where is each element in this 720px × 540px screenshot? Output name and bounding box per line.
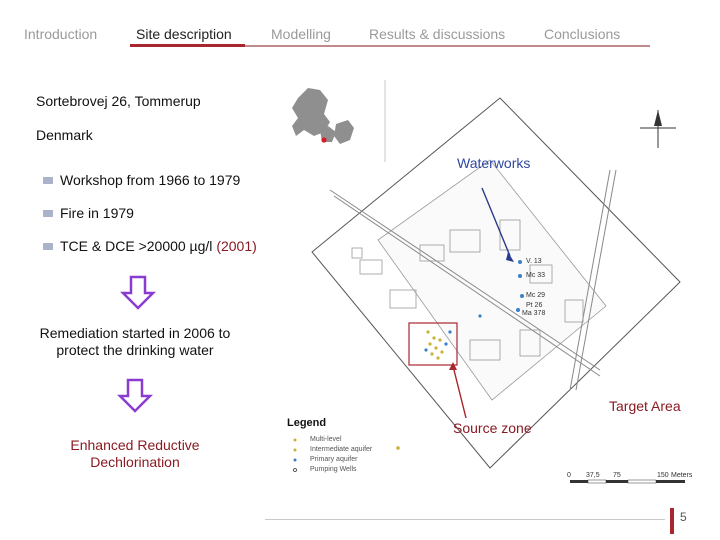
- bullet-fire: Fire in 1979: [60, 205, 134, 221]
- remediation-line-1: Remediation started in 2006 to: [39, 325, 231, 341]
- tab-introduction[interactable]: Introduction: [24, 26, 98, 42]
- down-arrow-icon: [120, 275, 156, 311]
- site-address: Sortebrovej 26, Tommerup: [36, 93, 201, 109]
- footer-divider: [265, 519, 665, 520]
- north-arrow-icon: [640, 110, 676, 148]
- bullet-contamination: [60, 238, 257, 254]
- bullet-marker: [43, 243, 53, 250]
- bullet-marker: [43, 210, 53, 217]
- bullet-workshop: Workshop from 1966 to 1979: [60, 172, 241, 188]
- page-number: 5: [680, 510, 687, 524]
- tab-conclusions[interactable]: Conclusions: [544, 26, 621, 42]
- scale-tick: 75: [613, 472, 621, 479]
- well-label: Pt 26: [526, 302, 543, 309]
- scale-tick: 37,5: [586, 472, 600, 479]
- waterworks-label: Waterworks: [457, 155, 531, 171]
- contamination-text: TCE & DCE >20000 µg/l: [60, 238, 213, 254]
- legend-item: Intermediate aquifer: [310, 446, 373, 453]
- tab-site-description[interactable]: Site description: [136, 26, 232, 42]
- scale-bar: [570, 480, 685, 483]
- target-area-label: Target Area: [609, 398, 681, 414]
- scale-unit: Meters: [671, 472, 693, 479]
- method-text: [30, 437, 240, 471]
- method-line-1: Enhanced Reductive: [70, 437, 200, 453]
- tab-modelling[interactable]: Modelling: [271, 26, 331, 42]
- well-label: Mc 29: [526, 292, 546, 299]
- legend-item: Primary aquifer: [310, 456, 358, 463]
- legend-item: Pumping Wells: [310, 466, 357, 473]
- site-map: [270, 70, 710, 510]
- site-country: Denmark: [36, 127, 93, 143]
- well-label: Ma 378: [522, 310, 546, 317]
- denmark-inset-map: [292, 80, 385, 162]
- down-arrow-icon: [117, 378, 153, 414]
- source-zone-label: Source zone: [453, 420, 532, 436]
- legend-item: Multi-level: [310, 436, 342, 443]
- legend-title: Legend: [287, 417, 327, 429]
- footer-accent: [670, 508, 674, 534]
- well-label: Mc 33: [526, 272, 546, 279]
- well-label: V. 13: [526, 258, 542, 265]
- bullet-marker: [43, 177, 53, 184]
- tab-results-discussions[interactable]: Results & discussions: [369, 26, 506, 42]
- contamination-year: (2001): [216, 238, 257, 254]
- section-nav: [0, 0, 720, 46]
- scale-tick: 150: [657, 472, 669, 479]
- remediation-line-2: protect the drinking water: [56, 342, 214, 358]
- active-tab-indicator: [130, 44, 245, 47]
- nav-underline: [245, 45, 650, 47]
- remediation-text: [30, 325, 240, 359]
- method-line-2: Dechlorination: [90, 454, 180, 470]
- scale-tick: 0: [567, 472, 571, 479]
